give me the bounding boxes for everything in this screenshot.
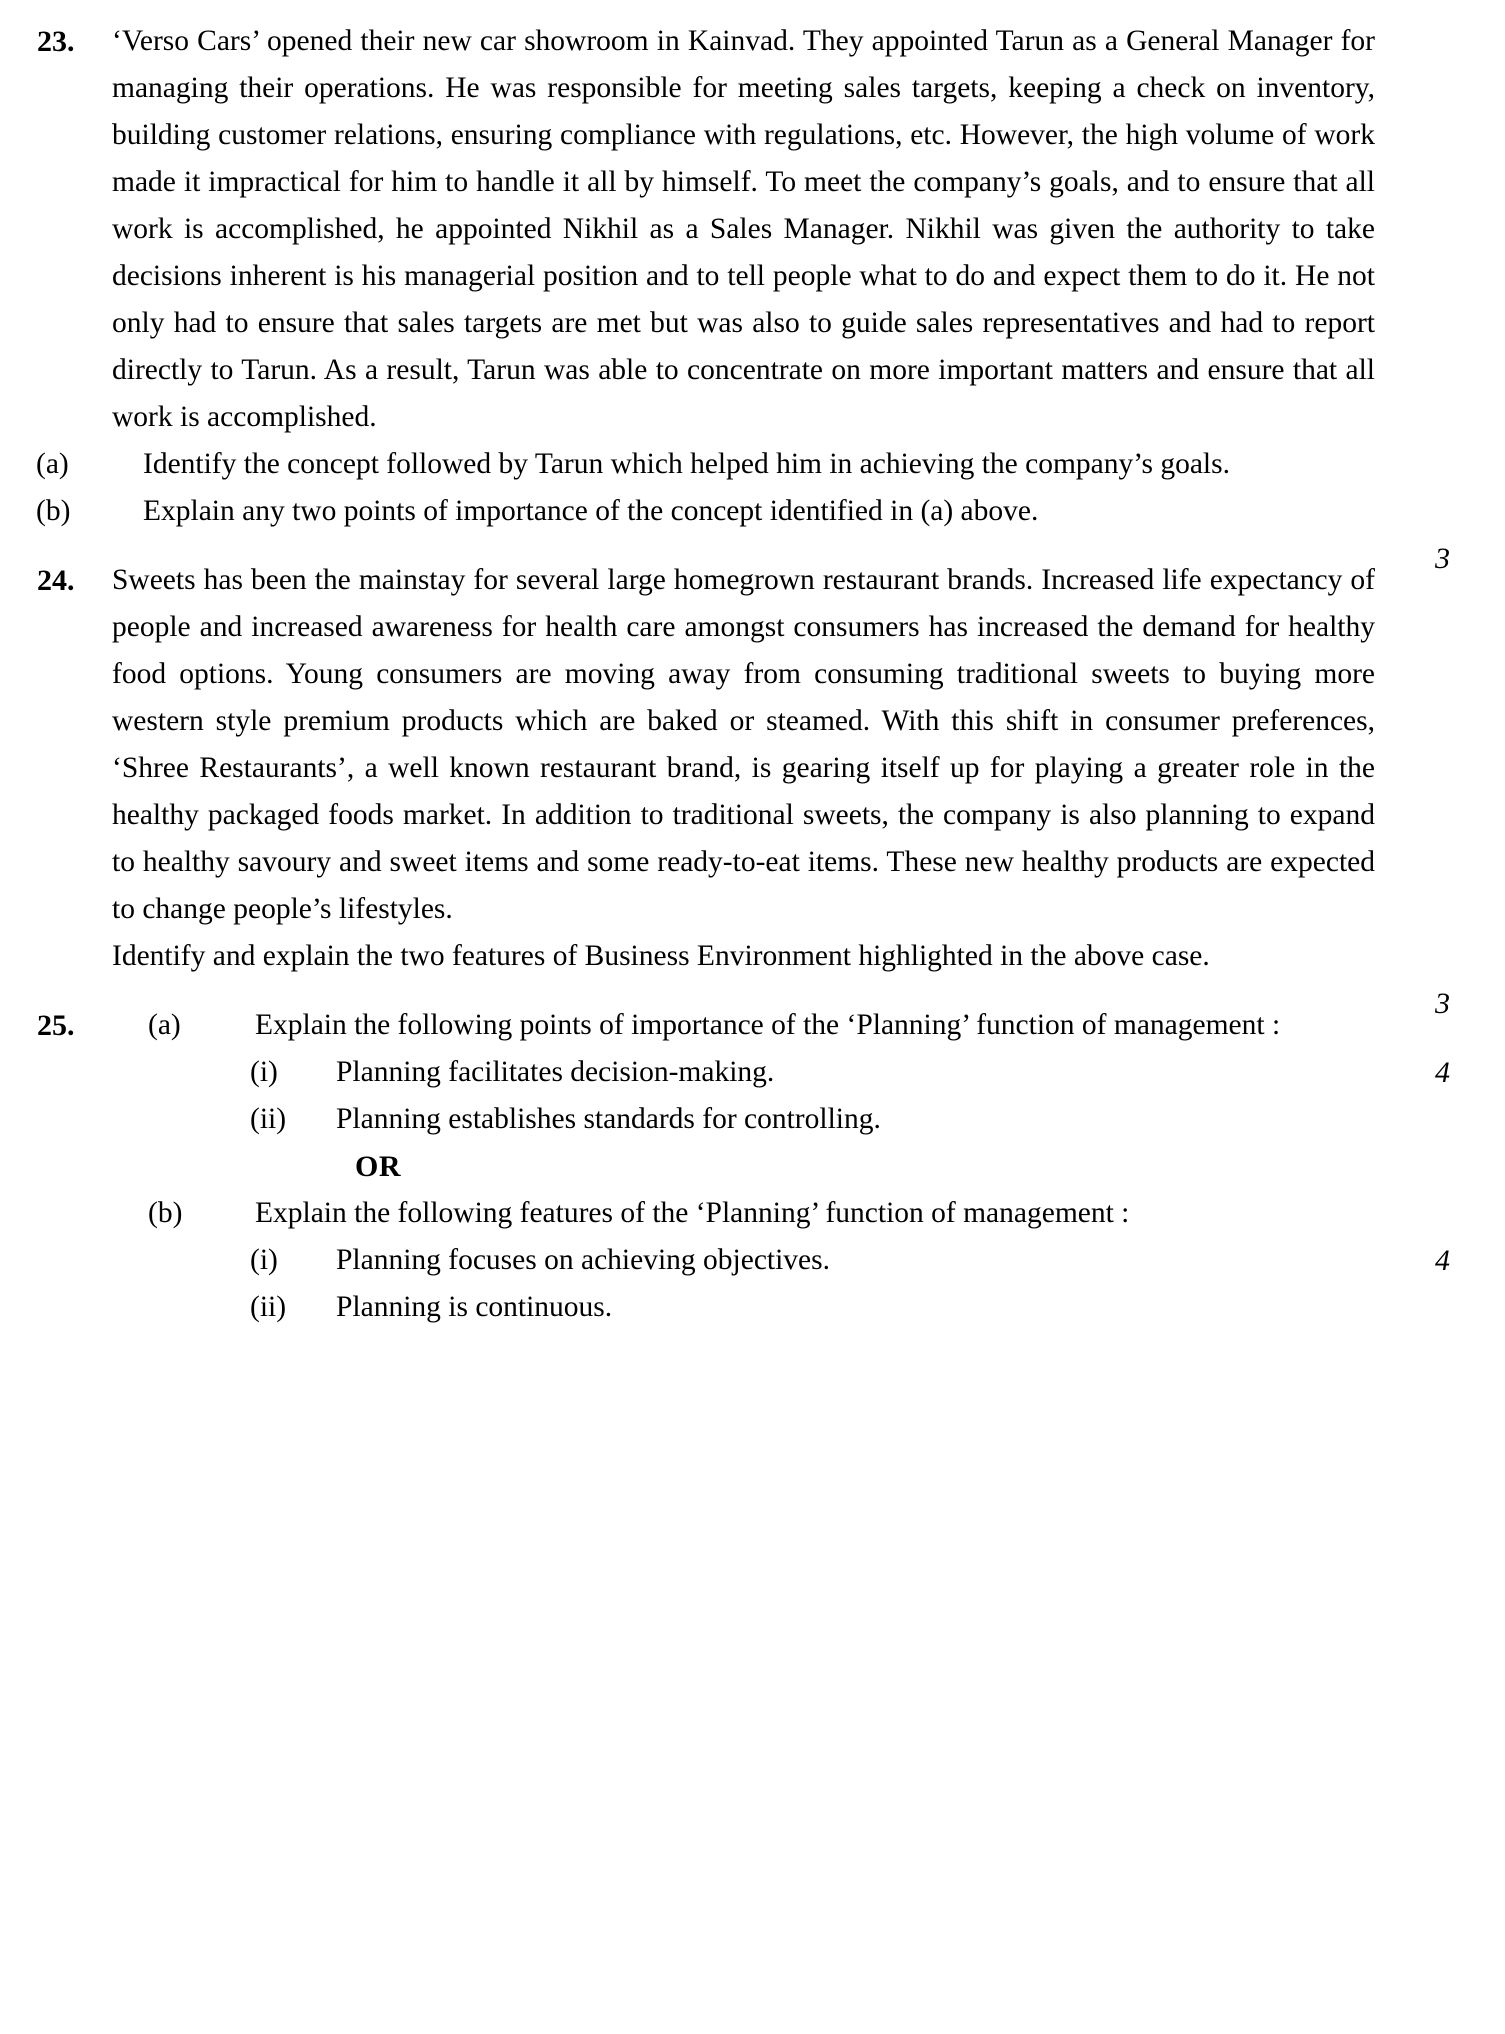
question-25-a-item-ii-text: Planning establishes standards for controlling. bbox=[336, 1103, 881, 1135]
question-25-number: 25. bbox=[37, 1009, 75, 1042]
question-23-part-b-text bbox=[143, 488, 1375, 535]
question-25-option-a-marks: 4 bbox=[1435, 1056, 1450, 1089]
question-24-instruction-row bbox=[0, 933, 1505, 1020]
question-25-a-item-i bbox=[250, 1049, 1505, 1096]
question-23-number: 23. bbox=[37, 25, 75, 58]
question-23-body bbox=[112, 18, 1375, 441]
question-24-instruction-text: Identify and explain the two features of Business Environment highlighted in the above case. bbox=[112, 940, 1210, 972]
question-24-body bbox=[112, 557, 1375, 933]
question-25-part-b-text bbox=[255, 1190, 1375, 1237]
question-25-b-item-i-text: Planning focuses on achieving objectives. bbox=[336, 1244, 831, 1276]
or-divider: OR bbox=[355, 1150, 401, 1183]
question-25-part-a-paragraph: Explain the following points of importance of the ‘Planning’ function of management : bbox=[255, 1009, 1281, 1041]
question-25-a-item-i-text: Planning facilitates decision-making. bbox=[336, 1056, 775, 1088]
question-23-marks: 3 bbox=[1435, 542, 1450, 575]
spacer-23-24 bbox=[0, 535, 1505, 557]
question-25-option-b bbox=[112, 1190, 1505, 1331]
question-23-part-b-paragraph: Explain any two points of importance of the concept identified in (a) above. bbox=[143, 495, 1039, 527]
question-25-part-a-text bbox=[255, 1002, 1375, 1049]
question-24 bbox=[0, 557, 1505, 1020]
question-24-marks: 3 bbox=[1435, 987, 1450, 1020]
question-24-passage: Sweets has been the mainstay for several large homegrown restaurant brands. Increased life expectancy of people and increased awareness for health care amongst consumers has increased the demand for healthy food options. Young consumers are moving away from consuming traditional sweets to buying more western style premium products which are baked or steamed. With this shift in consumer preferences, ‘Shree Restaurants’, a well known restaurant brand, is gearing itself up for playing a greater role in the healthy packaged foods market. In addition to traditional sweets, the company is also planning to expand to healthy savoury and sweet items and some ready-to-eat items. These new healthy products are expected to change people’s lifestyles. bbox=[112, 564, 1375, 925]
question-23-part-a-label: (a) bbox=[36, 448, 69, 480]
question-25-b-item-i-label: (i) bbox=[250, 1244, 278, 1276]
question-23-passage: ‘Verso Cars’ opened their new car showroom in Kainvad. They appointed Tarun as a General Manager for managing their operations. He was responsible for meeting sales targets, keeping a check on inventory, building customer relations, ensuring compliance with regulations, etc. However, the high volume of work made it impractical for him to handle it all by himself. To meet the company’s goals, and to ensure that all work is accomplished, he appointed Nikhil as a Sales Manager. Nikhil was given the authority to take decisions inherent is his managerial position and to tell people what to do and expect them to do it. He not only had to ensure that sales targets are met but was also to guide sales representatives and had to report directly to Tarun. As a result, Tarun was able to concentrate on more important matters and ensure that all work is accomplished. bbox=[112, 25, 1375, 433]
question-25-a-item-ii-label: (ii) bbox=[250, 1103, 287, 1135]
question-25-part-b-paragraph: Explain the following features of the ‘Planning’ function of management : bbox=[255, 1197, 1130, 1229]
question-23-part-a-paragraph: Identify the concept followed by Tarun which helped him in achieving the company’s goals. bbox=[143, 448, 1230, 480]
question-23-part-b-label: (b) bbox=[36, 495, 71, 527]
question-25-b-item-ii-label: (ii) bbox=[250, 1291, 287, 1323]
question-23 bbox=[0, 0, 1505, 575]
question-25-option-a bbox=[112, 1002, 1505, 1143]
question-24-number: 24. bbox=[37, 564, 75, 597]
question-25-part-b-label: (b) bbox=[148, 1197, 183, 1229]
question-25-a-item-ii bbox=[250, 1096, 1505, 1143]
question-25-option-b-marks: 4 bbox=[1435, 1244, 1450, 1277]
spacer-24-25 bbox=[0, 980, 1505, 1002]
question-25-b-item-i bbox=[250, 1237, 1505, 1284]
question-25-b-item-ii-text: Planning is continuous. bbox=[336, 1291, 613, 1323]
question-25-part-a-label: (a) bbox=[148, 1009, 181, 1041]
question-23-part-b bbox=[36, 488, 1505, 575]
question-25 bbox=[0, 1002, 1505, 1331]
question-23-part-a bbox=[36, 441, 1505, 488]
question-24-instruction bbox=[112, 933, 1375, 980]
question-23-part-a-text bbox=[143, 441, 1505, 488]
question-25-b-item-ii bbox=[250, 1284, 1505, 1331]
question-25-a-item-i-label: (i) bbox=[250, 1056, 278, 1088]
